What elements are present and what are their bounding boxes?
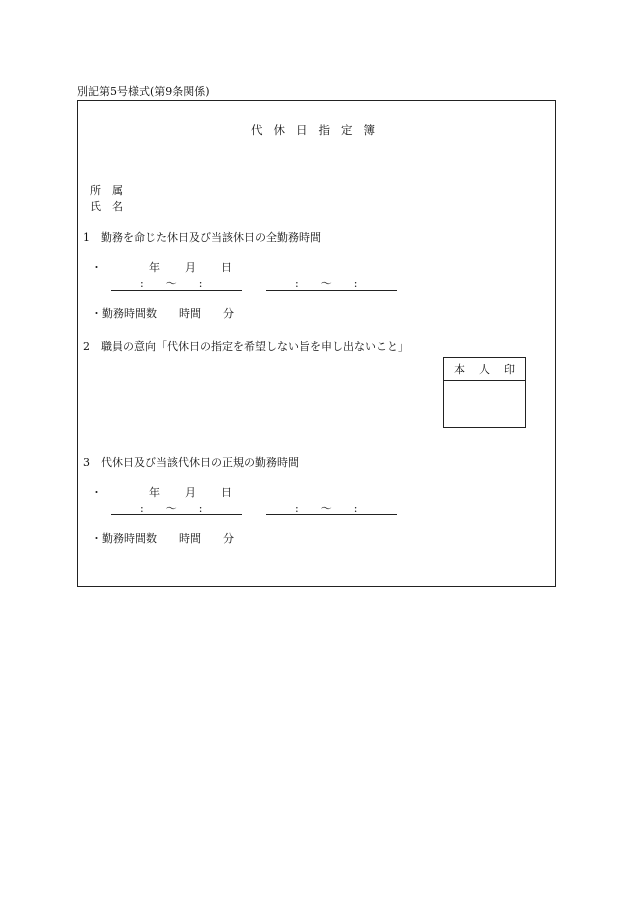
- section1-day-label: 日: [221, 261, 232, 274]
- seal-box: [443, 357, 529, 428]
- section3-time-range-2: : 〜 :: [295, 502, 358, 515]
- section2-heading: 2 職員の意向「代休日の指定を希望しない旨を申し出ないこと」: [83, 340, 409, 353]
- section1-heading: 1 勤務を命じた休日及び当該休日の全勤務時間: [83, 231, 321, 244]
- section3-time-range-1: : 〜 :: [140, 502, 203, 515]
- section1-time-range-2: : 〜 :: [295, 277, 358, 290]
- section3-heading: 3 代休日及び当該代休日の正規の勤務時間: [83, 456, 299, 469]
- section3-time-underline-1: [111, 514, 242, 515]
- form-reference: 別記第5号様式(第9条関係): [77, 85, 210, 98]
- section1-time-range-1: : 〜 :: [140, 277, 203, 290]
- section1-bullet: ・: [91, 261, 102, 274]
- section1-time-underline-2: [266, 290, 397, 291]
- section3-month-label: 月: [185, 486, 196, 499]
- section1-month-label: 月: [185, 261, 196, 274]
- section3-day-label: 日: [221, 486, 232, 499]
- seal-header: [444, 358, 529, 381]
- affiliation-label: 所 属: [90, 184, 123, 197]
- section1-time-underline-1: [111, 290, 242, 291]
- section3-bullet: ・: [91, 486, 102, 499]
- seal-label: 本人印: [454, 363, 529, 376]
- section1-duration: ・勤務時間数 時間 分: [91, 307, 234, 320]
- name-label: 氏 名: [90, 200, 123, 213]
- section3-time-underline-2: [266, 514, 397, 515]
- section3-duration: ・勤務時間数 時間 分: [91, 532, 234, 545]
- section1-year-label: 年: [149, 261, 160, 274]
- section3-year-label: 年: [149, 486, 160, 499]
- form-title: 代休日指定簿: [251, 123, 386, 137]
